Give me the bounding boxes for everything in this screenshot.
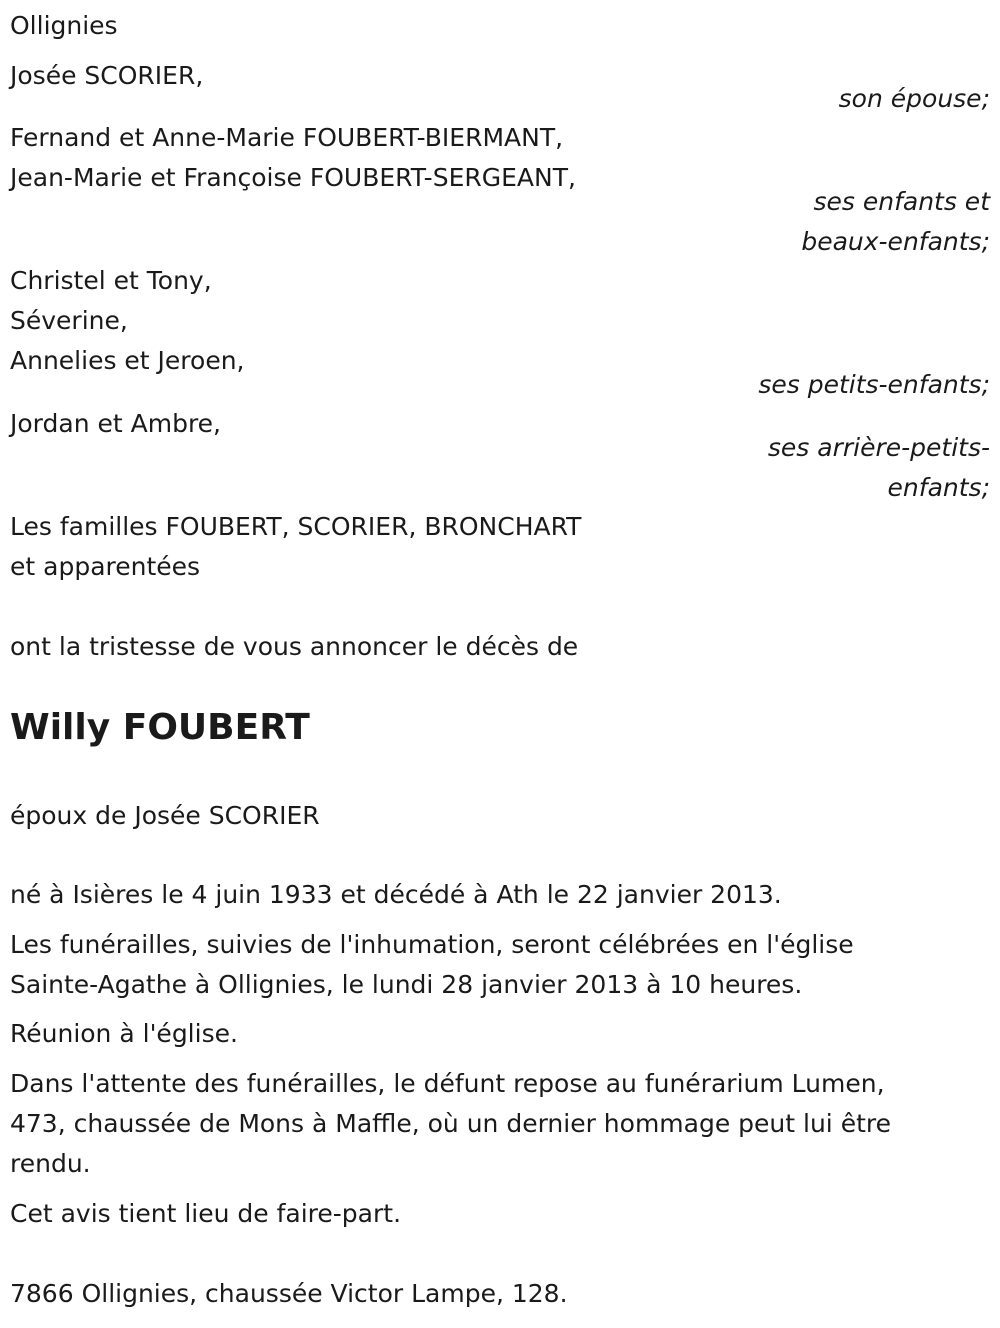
wake-line-1: Dans l'attente des funérailles, le défunt repose au funérarium Lumen, — [10, 1069, 885, 1098]
spouse-of-text: époux de Josée SCORIER — [10, 801, 320, 830]
notice-text: Cet avis tient lieu de faire-part. — [10, 1199, 402, 1228]
deceased-name: Willy FOUBERT — [10, 707, 310, 748]
grandchildren-role: ses petits-enfants; — [758, 370, 990, 399]
great-grandchild-name-1: Jordan et Ambre, — [10, 409, 221, 438]
grandchild-name-1: Christel et Tony, — [10, 266, 212, 295]
grandchild-name-2: Séverine, — [10, 306, 128, 335]
children-role-line-2: beaux-enfants; — [801, 227, 990, 256]
announcement-text: ont la tristesse de vous annoncer le décès de — [10, 632, 579, 661]
birth-death-text: né à Isières le 4 juin 1933 et décédé à Ath le 22 janvier 2013. — [10, 880, 782, 909]
meeting-text: Réunion à l'église. — [10, 1019, 238, 1048]
address-text: 7866 Ollignies, chaussée Victor Lampe, 128. — [10, 1279, 568, 1308]
children-role-line-1: ses enfants et — [813, 187, 990, 216]
grandchild-name-3: Annelies et Jeroen, — [10, 346, 245, 375]
spouse-role: son épouse; — [838, 84, 990, 113]
great-grandchildren-role-line-2: enfants; — [887, 473, 990, 502]
spouse-name: Josée SCORIER, — [10, 61, 204, 90]
great-grandchildren-role-line-1: ses arrière-petits- — [767, 433, 990, 462]
child-name-2: Jean-Marie et Françoise FOUBERT-SERGEANT, — [10, 163, 576, 192]
funeral-line-2: Sainte-Agathe à Ollignies, le lundi 28 janvier 2013 à 10 heures. — [10, 970, 803, 999]
wake-line-3: rendu. — [10, 1149, 91, 1178]
families-line-2: et apparentées — [10, 552, 201, 581]
wake-line-2: 473, chaussée de Mons à Maffle, où un dernier hommage peut lui être — [10, 1109, 891, 1138]
families-line-1: Les familles FOUBERT, SCORIER, BRONCHART — [10, 512, 582, 541]
place-heading: Ollignies — [10, 11, 118, 40]
child-name-1: Fernand et Anne-Marie FOUBERT-BIERMANT, — [10, 123, 564, 152]
funeral-line-1: Les funérailles, suivies de l'inhumation, seront célébrées en l'église — [10, 930, 854, 959]
